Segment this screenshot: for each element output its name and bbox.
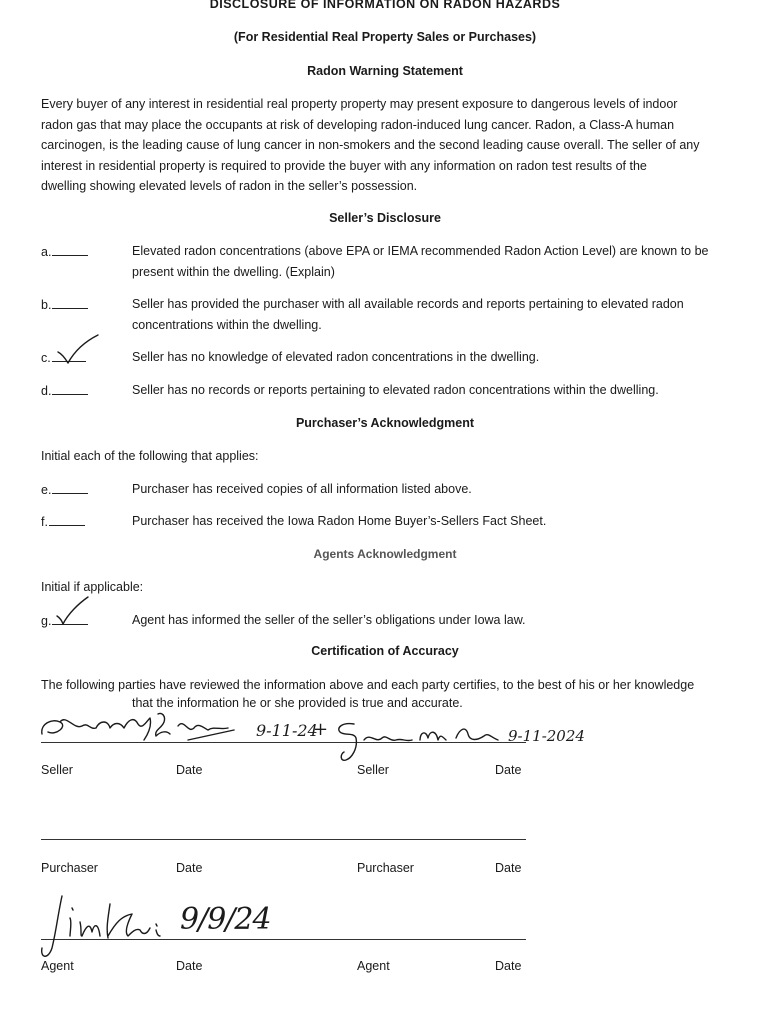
- purchaser-2-label: Purchaser: [357, 861, 414, 875]
- purchaser-signature-line[interactable]: [41, 839, 526, 840]
- agents-acknowledgment-heading: Agents Acknowledgment: [313, 547, 457, 561]
- certification-heading: Certification of Accuracy: [311, 644, 459, 658]
- warning-line: carcinogen, is the leading cause of lung cancer in non-smokers and the second leading cause overall. The seller of any: [41, 138, 700, 152]
- purchaser-1-label: Purchaser: [41, 861, 98, 875]
- warning-line: radon gas that may place the occupants at risk of developing radon-induced lung cancer. Radon, a Class-A human: [41, 117, 675, 132]
- warning-line: dwelling showing elevated levels of radon in the seller’s possession.: [41, 179, 418, 193]
- agent-instruction: Initial if applicable:: [41, 580, 144, 594]
- seller-1-signature-icon: [38, 700, 238, 748]
- agent-1-date-label: Date: [176, 959, 203, 973]
- warning-line: interest in residential property is required to provide the buyer with any information on radon test results of the: [41, 158, 647, 173]
- seller-1-date-handwritten: 9-11-24: [256, 721, 318, 740]
- seller-2-label: Seller: [357, 763, 389, 777]
- plus-sign-handwritten: +: [313, 719, 329, 740]
- purchaser-2-date-label: Date: [495, 861, 522, 875]
- seller-disclosure-heading: Seller’s Disclosure: [329, 211, 441, 225]
- item-f-initial-field[interactable]: f.: [41, 514, 85, 529]
- agent-initial-mark-icon: [54, 596, 94, 626]
- item-d-initial-field[interactable]: d.: [41, 383, 88, 398]
- agent-1-label: Agent: [41, 959, 74, 973]
- item-g-text: Agent has informed the seller of the seller’s obligations under Iowa law.: [132, 613, 526, 627]
- warning-line: Every buyer of any interest in residential real property property may present exposure to dangerous levels of indoor: [41, 97, 678, 111]
- agent-2-label: Agent: [357, 959, 390, 973]
- certification-line-2: that the information he or she provided is true and accurate.: [132, 696, 463, 710]
- item-c-text: Seller has no knowledge of elevated radon concentrations in the dwelling.: [132, 350, 540, 364]
- item-b-text: Seller has provided the purchaser with all available records and reports pertaining to elevated radon concentrations within the dwelling.: [132, 297, 684, 332]
- item-c-initial-field[interactable]: c.: [41, 350, 86, 365]
- seller-2-date-label: Date: [495, 763, 522, 777]
- warning-heading: Radon Warning Statement: [307, 64, 463, 78]
- item-a-initial-field[interactable]: a.: [41, 244, 88, 259]
- item-g-initial-field[interactable]: g.: [41, 613, 88, 628]
- item-a-text: Elevated radon concentrations (above EPA or IEMA recommended Radon Action Level) are known to be present within the dwelling. (Explain): [132, 244, 709, 279]
- seller-1-label: Seller: [41, 763, 73, 777]
- warning-paragraph: [41, 94, 731, 197]
- item-f-text: Purchaser has received the Iowa Radon Home Buyer’s-Sellers Fact Sheet.: [132, 514, 547, 528]
- seller-1-date-label: Date: [176, 763, 203, 777]
- item-e-text: Purchaser has received copies of all information listed above.: [132, 482, 472, 496]
- form-subtitle: (For Residential Real Property Sales or Purchases): [233, 30, 537, 44]
- checkmark-icon: [56, 334, 102, 366]
- cut-off-form-title: DISCLOSURE OF INFORMATION ON RADON HAZARDS: [209, 0, 561, 11]
- purchaser-acknowledgment-heading: Purchaser’s Acknowledgment: [295, 416, 475, 430]
- agent-date-handwritten: 9/9/24: [180, 902, 271, 937]
- item-e-initial-field[interactable]: e.: [41, 482, 88, 497]
- agent-2-date-label: Date: [495, 959, 522, 973]
- purchaser-instruction: Initial each of the following that applies:: [41, 449, 259, 463]
- certification-line-1: The following parties have reviewed the information above and each party certifies, to the best of his or her knowledge: [41, 678, 695, 692]
- purchaser-1-date-label: Date: [176, 861, 203, 875]
- item-b-initial-field[interactable]: b.: [41, 297, 88, 312]
- item-d-text: Seller has no records or reports pertaining to elevated radon concentrations within the dwelling.: [132, 383, 659, 397]
- seller-2-date-handwritten: 9-11-2024: [508, 727, 585, 745]
- seller-2-signature-icon: [328, 718, 508, 764]
